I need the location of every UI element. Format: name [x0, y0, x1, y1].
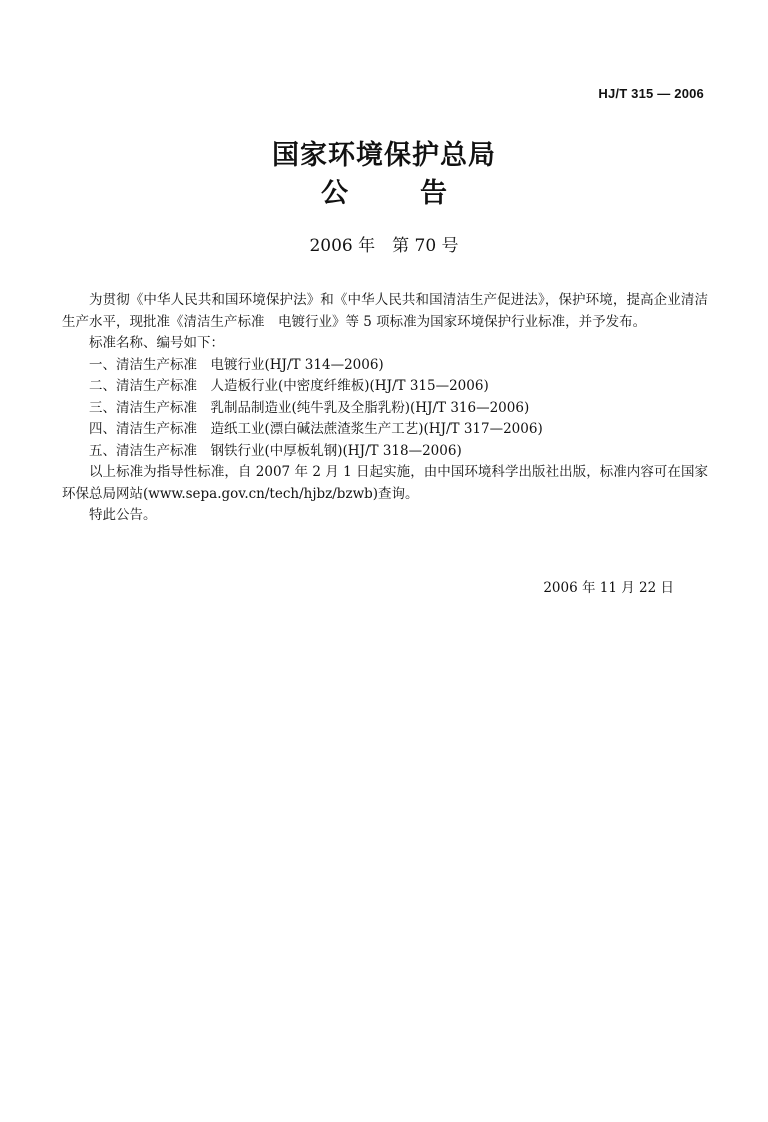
standards-list	[62, 355, 708, 463]
issue-date: 2006 年 11 月 22 日	[543, 580, 674, 596]
notice-title: 公告	[321, 178, 519, 209]
standard-item: 三、清洁生产标准 乳制品制造业(纯牛乳及全脂乳粉)(HJ/T 316—2006)	[89, 399, 530, 416]
issue-number: 2006 年 第 70 号	[309, 236, 459, 256]
list-heading: 标准名称、编号如下：	[89, 335, 224, 351]
announcement-body	[62, 290, 708, 527]
standard-code: HJ/T 315 — 2006	[598, 86, 704, 101]
intro-paragraph: 为贯彻《中华人民共和国环境保护法》和《中华人民共和国清洁生产促进法》，保护环境，提高企业清洁生产水平，现批准《清洁生产标准 电镀行业》等 5 项标准为国家环境保护行业标准，并予发布。	[62, 292, 708, 330]
implementation-paragraph: 以上标准为指导性标准，自 2007 年 2 月 1 日起实施，由中国环境科学出版社出版，标准内容可在国家环保总局网站(www.sepa.gov.cn/tech/hjbz/bzwb)查询。	[62, 464, 708, 502]
standard-item: 五、清洁生产标准 钢铁行业(中厚板轧钢)(HJ/T 318—2006)	[89, 442, 462, 459]
standard-item: 一、清洁生产标准 电镀行业(HJ/T 314—2006)	[89, 356, 384, 373]
standard-item: 二、清洁生产标准 人造板行业(中密度纤维板)(HJ/T 315—2006)	[89, 378, 489, 394]
organization-title: 国家环境保护总局	[272, 140, 496, 171]
closing-line: 特此公告。	[89, 507, 157, 523]
standard-item: 四、清洁生产标准 造纸工业(漂白碱法蔗渣浆生产工艺)(HJ/T 317—2006)	[89, 421, 543, 437]
